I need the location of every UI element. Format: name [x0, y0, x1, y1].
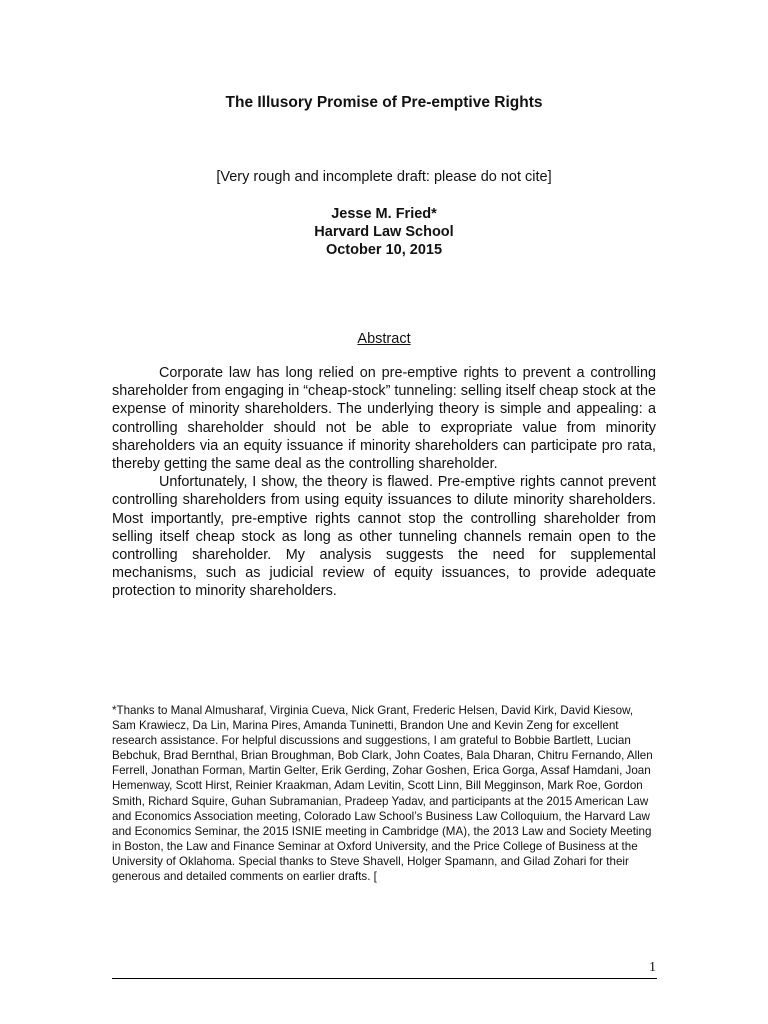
abstract-paragraph: Corporate law has long relied on pre-emptive rights to prevent a controlling shareholder from engaging in “cheap-stock” tunneling: selling itself cheap stock at the expense of minority shareholders. The underlying theory is simple and appealing: a controlling shareholder should not be able to expropriate value from minority shareholders via an equity issuance if minority shareholders can participate pro rata, thereby getting the same deal as the controlling shareholder. — [112, 365, 656, 473]
abstract-heading: Abstract — [357, 331, 411, 347]
author-block — [0, 205, 768, 259]
abstract-paragraph: Unfortunately, I show, the theory is flawed. Pre-emptive rights cannot prevent controlling shareholders from using equity issuances to dilute minority shareholders. Most importantly, pre-emptive rights cannot stop the controlling shareholder from selling itself cheap stock as long as other tunneling channels remain open to the controlling shareholder. My analysis suggests the need for supplemental mechanisms, such as judicial review of equity issuances, to provide adequate protection to minority shareholders. — [112, 474, 656, 600]
author-affiliation: Harvard Law School — [314, 224, 454, 240]
page-number: 1 — [649, 960, 656, 975]
footer-divider — [112, 978, 657, 979]
draft-notice: [Very rough and incomplete draft: please do not cite] — [216, 169, 552, 185]
document-title: The Illusory Promise of Pre-emptive Rights — [225, 94, 543, 111]
author-name: Jesse M. Fried* — [331, 206, 437, 222]
abstract-body — [112, 364, 656, 601]
document-date: October 10, 2015 — [325, 242, 443, 258]
acknowledgments-footnote: *Thanks to Manal Almusharaf, Virginia Cueva, Nick Grant, Frederic Helsen, David Kirk, David Kiesow, Sam Krawiecz, Da Lin, Marina Pires, Amanda Tuninetti, Brandon Une and Kevin Zeng for excellent research assistance. For helpful discussions and suggestions, I am grateful to Bobbie Bartlett, Lucian Bebchuk, Brad Bernthal, Brian Broughman, Bob Clark, John Coates, Bala Dharan, Chitru Fernando, Allen Ferrell, Jonathan Forman, Martin Gelter, Erik Gerding, Zohar Goshen, Erica Gorga, Assaf Hamdani, Joan Hemenway, Scott Hirst, Reinier Kraakman, Adam Levitin, Scott Linn, Bill Megginson, Mark Roe, Gordon Smith, Richard Squire, Guhan Subramanian, Pradeep Yadav, and participants at the 2015 American Law and Economics Association meeting, Colorado Law School’s Business Law Colloquium, the Harvard Law and Economics Seminar, the 2015 ISNIE meeting in Cambridge (MA), the 2013 Law and Society Meeting in Boston, the Law and Finance Seminar at Oxford University, and the Price College of Business at the University of Oklahoma. Special thanks to Steve Shavell, Holger Spamann, and Gilad Zohari for their generous and detailed comments on earlier drafts. [ — [112, 704, 653, 884]
